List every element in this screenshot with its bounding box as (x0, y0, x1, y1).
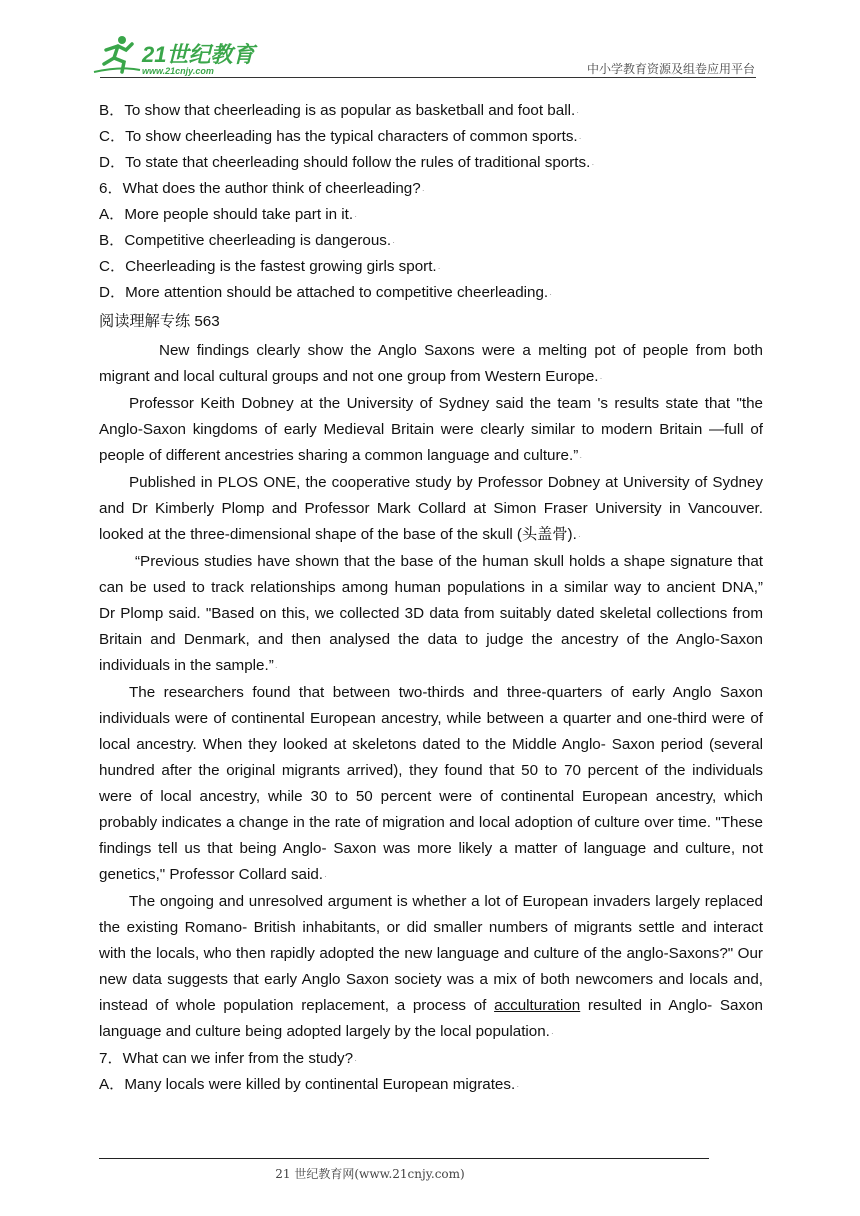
section-title: 阅读理解专练 563 (99, 313, 220, 330)
q7-question: 7．What can we infer from the study?· (99, 1050, 358, 1067)
q5-option-c: C．To show cheerleading has the typical characters of common sports.· (99, 128, 582, 145)
q5-option-b: B．To show that cheerleading is as popular as basketball and foot ball.· (99, 102, 580, 119)
q6-option-d: D．More attention should be attached to competitive cheerleading.· (99, 284, 553, 301)
q6-option-c: C．Cheerleading is the fastest growing girls sport.· (99, 258, 441, 275)
passage-paragraph-6: The ongoing and unresolved argument is whether a lot of European invaders largely replaced the existing Romano- British inhabitants, or did smaller numbers of migrants settle and interact with the locals, who then rapidly adopted the new language and culture of the anglo-Saxons?" Our new data suggests that early Anglo Saxon society was a mix of both newcomers and locals and, instead of whole population replacement, a process of acculturation resulted in Anglo- Saxon language and culture being adopted largely by the local population.· (99, 893, 763, 1040)
passage-paragraph-2: Professor Keith Dobney at the University of Sydney said the team 's results state that "the Anglo-Saxon kingdoms of early Medieval Britain were clearly similar to modern Britain —full of people of different ancestries sharing a common language and culture.”· (99, 395, 763, 464)
svg-text:21世纪教育: 21世纪教育 (142, 42, 255, 67)
passage-paragraph-4: “Previous studies have shown that the base of the human skull holds a shape signature that can be used to track relationships among human populations in a similar way to ancient DNA,” Dr Plomp said. "Based on this, we collected 3D data from suitably dated skeletal collections from Britain and Denmark, and then analysed the data to judge the ancestry of the Anglo-Saxon individuals in the sample.”· (99, 553, 779, 674)
underlined-word: acculturation (494, 997, 581, 1014)
q5-option-d: D．To state that cheerleading should follow the rules of traditional sports.· (99, 154, 595, 171)
runner-logo-icon (92, 32, 262, 78)
passage-paragraph-3: Published in PLOS ONE, the cooperative study by Professor Dobney at University of Sydney and Dr Kimberly Plomp and Professor Mark Collard at Simon Fraser University in Vancouver. looked at the three-dimensional shape of the base of the skull (头盖骨).· (99, 474, 763, 543)
svg-text:www.21cnjy.com: www.21cnjy.com (142, 66, 214, 76)
page-footer: 21 世纪教育网(www.21cnjy.com) (275, 1167, 465, 1181)
footer-divider (99, 1158, 709, 1159)
passage-paragraph-5: The researchers found that between two-thirds and three-quarters of early Anglo Saxon individuals were of continental European ancestry, while between a quarter and one-third were of local ancestry. When they looked at skeletons dated to the Middle Anglo- Saxon period (several hundred after the original migrants arrived), they found that 50 to 70 percent of the individuals were of local ancestry, while 30 to 50 percent were of continental European ancestry, which probably indicates a change in the rate of migration and local adoption of culture over time. "These findings tell us that being Anglo- Saxon was more likely a matter of language and culture, not genetics," Professor Collard said.· (99, 684, 763, 883)
page-header (0, 0, 860, 80)
platform-tagline: 中小学教育资源及组卷应用平台 (586, 62, 755, 76)
q6-option-b: B．Competitive cheerleading is dangerous.· (99, 232, 396, 249)
document-body (99, 98, 779, 1098)
q7-option-a: A．Many locals were killed by continental European migrates.· (99, 1076, 520, 1093)
q6-question: 6．What does the author think of cheerleading?· (99, 180, 425, 197)
header-divider (100, 77, 756, 78)
site-logo[interactable] (92, 32, 262, 78)
q6-option-a: A．More people should take part in it.· (99, 206, 358, 223)
passage-paragraph-1: New findings clearly show the Anglo Saxons were a melting pot of people from both migrant and local cultural groups and not one group from Western Europe.· (99, 342, 763, 385)
